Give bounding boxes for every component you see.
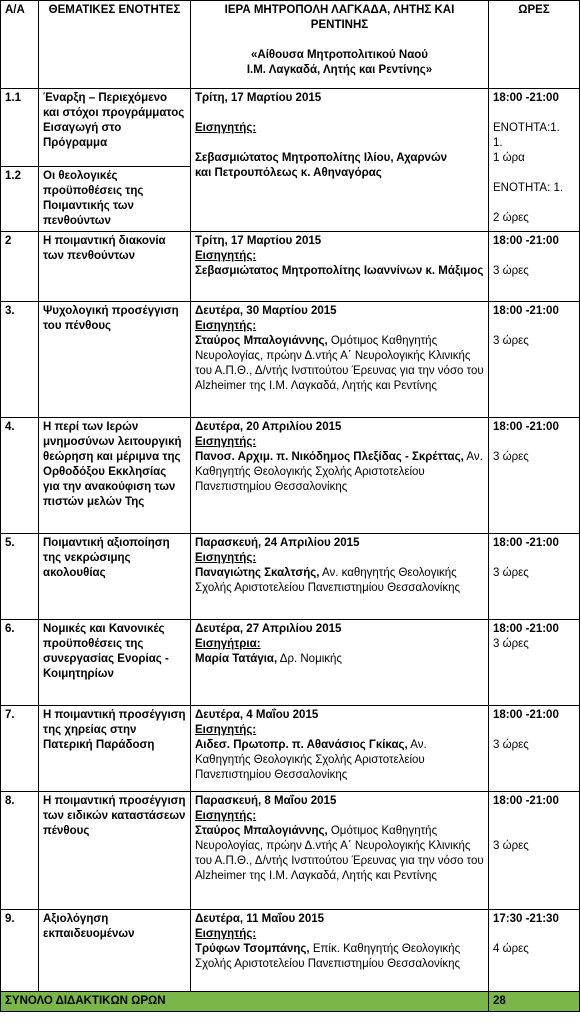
row-theme: Έναρξη – Περιεχόμενο και στόχοι προγράμματος Εισαγωγή στο Πρόγραμμα	[39, 89, 191, 167]
row-num: 7.	[1, 706, 39, 792]
row-date: Δευτέρα, 27 Απριλίου 2015	[195, 623, 342, 635]
row-hours-value-b: 2 ώρες	[493, 212, 529, 224]
row-hours-value: 3 ώρες	[493, 638, 529, 650]
row-speaker-name: Μαρία Τατάγια,	[195, 653, 278, 665]
row-hours-value: 3 ώρες	[493, 739, 529, 751]
row-speaker-name: Σεβασμιώτατος Μητροπολίτης Ιωαννίνων κ. Μάξιμος	[195, 265, 484, 277]
row-hours	[489, 418, 580, 534]
row-num: 1.2	[1, 167, 39, 232]
row-date: Παρασκευή, 24 Απριλίου 2015	[195, 537, 360, 549]
row-speaker-name: Αιδεσ. Πρωτοπρ. π. Αθανάσιος Γκίκας,	[195, 739, 408, 751]
row-speaker-name: Παναγιώτης Σκαλτσής,	[195, 567, 320, 579]
row-time: 18:00 -21:00	[493, 795, 559, 807]
row-num: 1.1	[1, 89, 39, 167]
header-place-line-2: «Αίθουσα Μητροπολιτικού Ναού	[251, 49, 428, 61]
row-session	[191, 534, 489, 620]
row-hours	[489, 534, 580, 620]
header-place-line-3: Ι.Μ. Λαγκαδά, Λητής και Ρεντίνης»	[246, 64, 433, 76]
row-hours-value: 3 ώρες	[493, 265, 529, 277]
row-speaker-name: Τρύφων Τσομπάνης,	[195, 943, 310, 955]
row-unit-2: 1.	[493, 137, 503, 149]
row-session	[191, 706, 489, 792]
row-theme: Ψυχολογική προσέγγιση του πένθους	[39, 302, 191, 418]
header-num: Α/Α	[1, 1, 39, 89]
row-speaker-details: Επίκ. Καθηγητής Θεολογικής Σχολής Αριστοτελείου Πανεπιστημίου Θεσσαλονίκης	[195, 943, 461, 970]
row-hours-value: 3 ώρες	[493, 451, 529, 463]
total-label: ΣΥΝΟΛΟ ΔΙΔΑΚΤΙΚΩΝ ΩΡΩΝ	[1, 992, 489, 1012]
table-row	[1, 620, 580, 706]
row-hours-value: 3 ώρες	[493, 335, 529, 347]
row-theme: Οι θεολογικές προϋποθέσεις της Ποιμαντικής των πενθούντων	[39, 167, 191, 232]
row-time: 18:00 -21:00	[493, 235, 559, 247]
row-speaker-name: Σταύρος Μπαλογιάννης,	[195, 825, 328, 837]
row-date: Δευτέρα, 11 Μαΐου 2015	[195, 913, 325, 925]
total-value: 28	[489, 992, 580, 1012]
row-theme: Ποιμαντική αξιοποίηση της νεκρώσιμης ακολουθίας	[39, 534, 191, 620]
row-time: 17:30 -21:30	[493, 913, 559, 925]
row-hours	[489, 89, 580, 232]
row-speaker-label: Εισηγητής:	[195, 436, 257, 448]
row-session	[191, 910, 489, 992]
header-place	[191, 1, 489, 89]
row-session	[191, 302, 489, 418]
table-row	[1, 792, 580, 910]
table-row	[1, 89, 580, 167]
row-hours-value: 3 ώρες	[493, 567, 529, 579]
header-place-line-1: ΙΕΡΑ ΜΗΤΡΟΠΟΛΗ ΛΑΓΚΑΔΑ, ΛΗΤΗΣ ΚΑΙ ΡΕΝΤΙΝΗΣ	[224, 4, 455, 31]
row-hours	[489, 620, 580, 706]
row-speaker-label: Εισηγητής:	[195, 810, 257, 822]
table-row	[1, 302, 580, 418]
row-speaker-details: Αν. Καθηγητής Θεολογικής Σχολής Αριστοτελείου Πανεπιστημίου Θεσσαλονίκης	[195, 739, 427, 781]
row-theme: Η περί των Ιερών μνημοσύνων λειτουργική θεώρηση και μέριμνα της Ορθοδόξου Εκκλησίας για την ανακούφιση των πιστών μελών Της	[39, 418, 191, 534]
row-speaker-label: Εισηγητής:	[195, 928, 257, 940]
row-num: 2	[1, 232, 39, 302]
header-theme: ΘΕΜΑΤΙΚΕΣ ΕΝΟΤΗΤΕΣ	[39, 1, 191, 89]
row-speaker-label: Εισηγητής:	[195, 250, 257, 262]
row-theme: Νομικές και Κανονικές προϋποθέσεις της συνεργασίας Ενορίας - Κοιμητηρίων	[39, 620, 191, 706]
row-theme: Αξιολόγηση εκπαιδευομένων	[39, 910, 191, 992]
row-hours-value: 4 ώρες	[493, 943, 529, 955]
row-num: 3.	[1, 302, 39, 418]
row-time: 18:00 -21:00	[493, 305, 559, 317]
row-date: Δευτέρα, 4 Μαΐου 2015	[195, 709, 319, 721]
row-time: 18:00 -21:00	[493, 537, 559, 549]
row-speaker-label: Εισηγητής:	[195, 724, 257, 736]
row-speaker-label: Εισηγήτρια:	[195, 638, 261, 650]
row-speaker-name-2: και Πετρουπόλεως κ. Αθηναγόρας	[195, 167, 382, 179]
row-time: 18:00 -21:00	[493, 623, 559, 635]
total-row	[1, 992, 580, 1012]
row-unit: ΕΝΟΤΗΤΑ:1.	[493, 122, 560, 134]
row-date: Δευτέρα, 20 Απριλίου 2015	[195, 421, 342, 433]
row-hours-value: 3 ώρες	[493, 840, 529, 852]
row-date: Παρασκευή, 8 Μαΐου 2015	[195, 795, 337, 807]
row-time: 18:00 -21:00	[493, 92, 559, 104]
row-session	[191, 620, 489, 706]
row-speaker-details: Ομότιμος Καθηγητής Νευρολογίας, πρώην Δ.ντής Α΄ Νευρολογικής Κλινικής του Α.Π.Θ., Δ/ντής Ινστιτούτου Έρευνας για την νόσο του Alzheimer της Ι.Μ. Λαγκαδά, Λητής και Ρεντίνης	[195, 825, 484, 882]
header-hours: ΩΡΕΣ	[489, 1, 580, 89]
row-num: 9.	[1, 910, 39, 992]
row-session	[191, 89, 489, 232]
table-row	[1, 910, 580, 992]
row-theme: Η ποιμαντική προσέγγιση των ειδικών καταστάσεων πένθους	[39, 792, 191, 910]
row-unit-b: ΕΝΟΤΗΤΑ: 1.	[493, 182, 564, 194]
row-speaker-name: Σεβασμιώτατος Μητροπολίτης Ιλίου, Αχαρνών	[195, 152, 448, 164]
row-num: 6.	[1, 620, 39, 706]
header-row	[1, 1, 580, 89]
table-row	[1, 534, 580, 620]
row-num: 8.	[1, 792, 39, 910]
row-theme: Η ποιμαντική προσέγγιση της χηρείας στην Πατερική Παράδοση	[39, 706, 191, 792]
row-date: Τρίτη, 17 Μαρτίου 2015	[195, 92, 322, 104]
table-row	[1, 706, 580, 792]
row-num: 5.	[1, 534, 39, 620]
row-speaker-details: Αν. καθηγητής Θεολογικής Σχολής Αριστοτελείου Πανεπιστημίου Θεσσαλονίκης	[195, 567, 461, 594]
row-session	[191, 418, 489, 534]
row-time: 18:00 -21:00	[493, 421, 559, 433]
row-speaker-label: Εισηγητής:	[195, 552, 257, 564]
row-speaker-details: Αν. Καθηγητής Θεολογικής Σχολής Αριστοτελείου Πανεπιστημίου Θεσσαλονίκης	[195, 451, 483, 493]
row-speaker-label: Εισηγητής:	[195, 320, 257, 332]
row-hours	[489, 792, 580, 910]
row-hours	[489, 232, 580, 302]
row-hours-value: 1 ώρα	[493, 152, 525, 164]
row-speaker-details: Δρ. Νομικής	[277, 653, 342, 665]
row-session	[191, 232, 489, 302]
table-row	[1, 418, 580, 534]
row-time: 18:00 -21:00	[493, 709, 559, 721]
row-theme: Η ποιμαντική διακονία των πενθούντων	[39, 232, 191, 302]
row-speaker-name: Πανοσ. Αρχιμ. π. Νικόδημος Πλεξίδας - Σκρέττας,	[195, 451, 464, 463]
row-num: 4.	[1, 418, 39, 534]
row-session	[191, 792, 489, 910]
table-row	[1, 232, 580, 302]
row-hours	[489, 706, 580, 792]
row-speaker-name: Σταύρος Μπαλογιάννης,	[195, 335, 328, 347]
row-hours	[489, 302, 580, 418]
row-speaker-details: Ομότιμος Καθηγητής Νευρολογίας, πρώην Δ.ντής Α΄ Νευρολογικής Κλινικής του Α.Π.Θ., Δ/ντής Ινστιτούτου Έρευνας για την νόσο του Alzheimer της Ι.Μ. Λαγκαδά, Λητής και Ρεντίνης	[195, 335, 484, 392]
row-speaker-label: Εισηγητής:	[195, 122, 257, 134]
row-date: Δευτέρα, 30 Μαρτίου 2015	[195, 305, 337, 317]
row-hours	[489, 910, 580, 992]
row-date: Τρίτη, 17 Μαρτίου 2015	[195, 235, 322, 247]
